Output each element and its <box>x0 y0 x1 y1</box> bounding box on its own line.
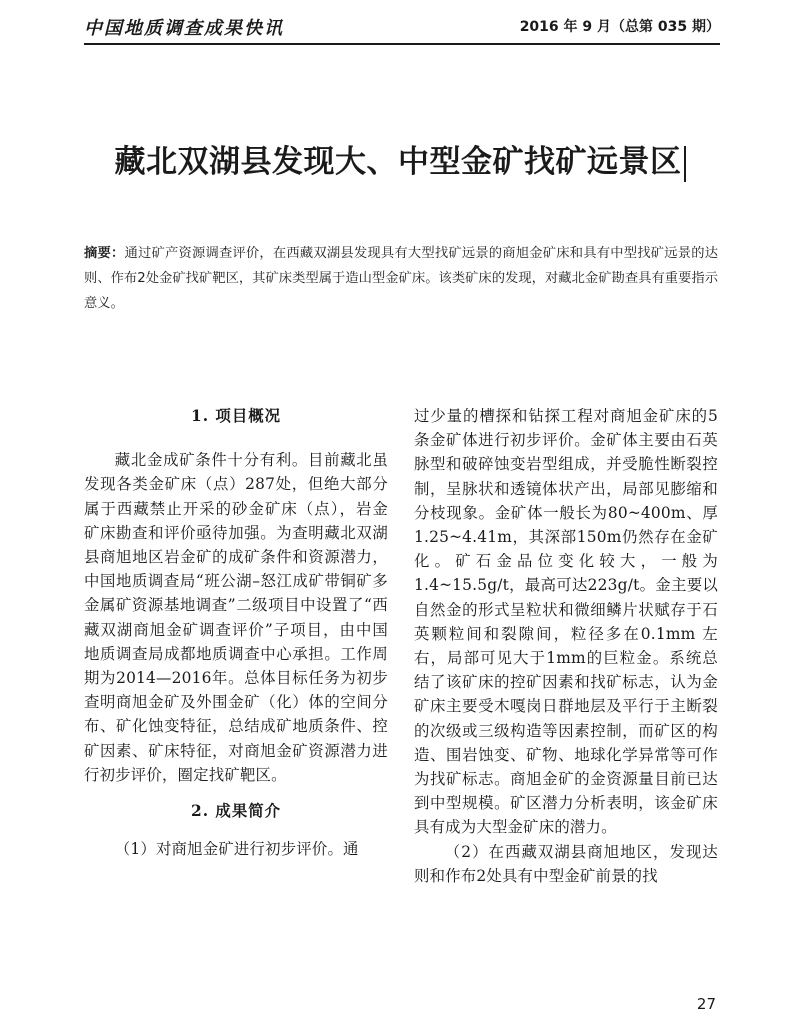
left-column <box>84 404 388 861</box>
results-paragraph-1-start: （1）对商旭金矿进行初步评价。通 <box>114 840 359 859</box>
header-divider <box>84 43 720 45</box>
issue-date: 2016 年 9 月（总第 035 期） <box>519 19 720 35</box>
right-column <box>414 404 718 888</box>
abstract <box>84 241 718 316</box>
results-paragraph-2: （2）在西藏双湖县商旭地区，发现达则和作布2处具有中型金矿前景的找 <box>414 842 718 885</box>
article-title-block <box>0 136 800 182</box>
overview-paragraph: 藏北金成矿条件十分有利。目前藏北虽发现各类金矿床（点）287处，但绝大部分属于西藏禁止开采的砂金矿床（点），岩金矿床勘查和评价亟待加强。为查明藏北双湖县商旭地区岩金矿的成矿条件和资源潜力，中国地质调查局“班公湖–怒江成矿带铜矿多金属矿资源基地调查”二级项目中设置了“西藏双湖商旭金矿调查评价”子项目，由中国地质调查局成都地质调查中心承担。工作周期为2014—2016年。总体目标任务为初步查明商旭金矿及外围金矿（化）体的空间分布、矿化蚀变特征，总结成矿地质条件、控矿因素、矿床特征，对商旭金矿资源潜力进行初步评价，圈定找矿靶区。 <box>84 451 388 784</box>
section-heading-overview: 1. 项目概况 <box>191 407 281 425</box>
section-heading-results: 2. 成果简介 <box>191 802 281 821</box>
article-title: 藏北双湖县发现大、中型金矿找矿远景区 <box>114 144 682 180</box>
abstract-label: 摘要： <box>84 246 125 261</box>
running-header <box>84 10 720 42</box>
text-cursor <box>684 146 686 182</box>
journal-name: 中国地质调查成果快讯 <box>84 18 284 39</box>
page-number: 27 <box>696 995 716 1013</box>
results-paragraph-1-continued: 过少量的槽探和钻探工程对商旭金矿床的5条金矿体进行初步评价。金矿体主要由石英脉型和破碎蚀变岩型组成，并受脆性断裂控制，呈脉状和透镜体状产出，局部见膨缩和分枝现象。金矿体一般长为80~400m、厚1.25~4.41m，其深部150m仍然存在金矿化。矿石金品位变化较大，一般为1.4~15.5g/t，最高可达223g/t。金主要以自然金的形式呈粒状和微细鳞片状赋存于石英颗粒间和裂隙间，粒径多在0.1mm 左右，局部可见大于1mm的巨粒金。系统总结了该矿床的控矿因素和找矿标志，认为金矿床主要受木嘎岗日群地层及平行于主断裂的次级或三级构造等因素控制，而矿区的构造、围岩蚀变、矿物、地球化学异常等可作为找矿标志。商旭金矿的金资源量目前已达到中型规模。矿区潜力分析表明，该金矿床具有成为大型金矿床的潜力。 <box>414 407 718 837</box>
abstract-text: 通过矿产资源调查评价，在西藏双湖县发现具有大型找矿远景的商旭金矿床和具有中型找矿远景的达则、作布2处金矿找矿靶区，其矿床类型属于造山型金矿床。该类矿床的发现，对藏北金矿勘查具有重要指示意义。 <box>84 246 719 311</box>
